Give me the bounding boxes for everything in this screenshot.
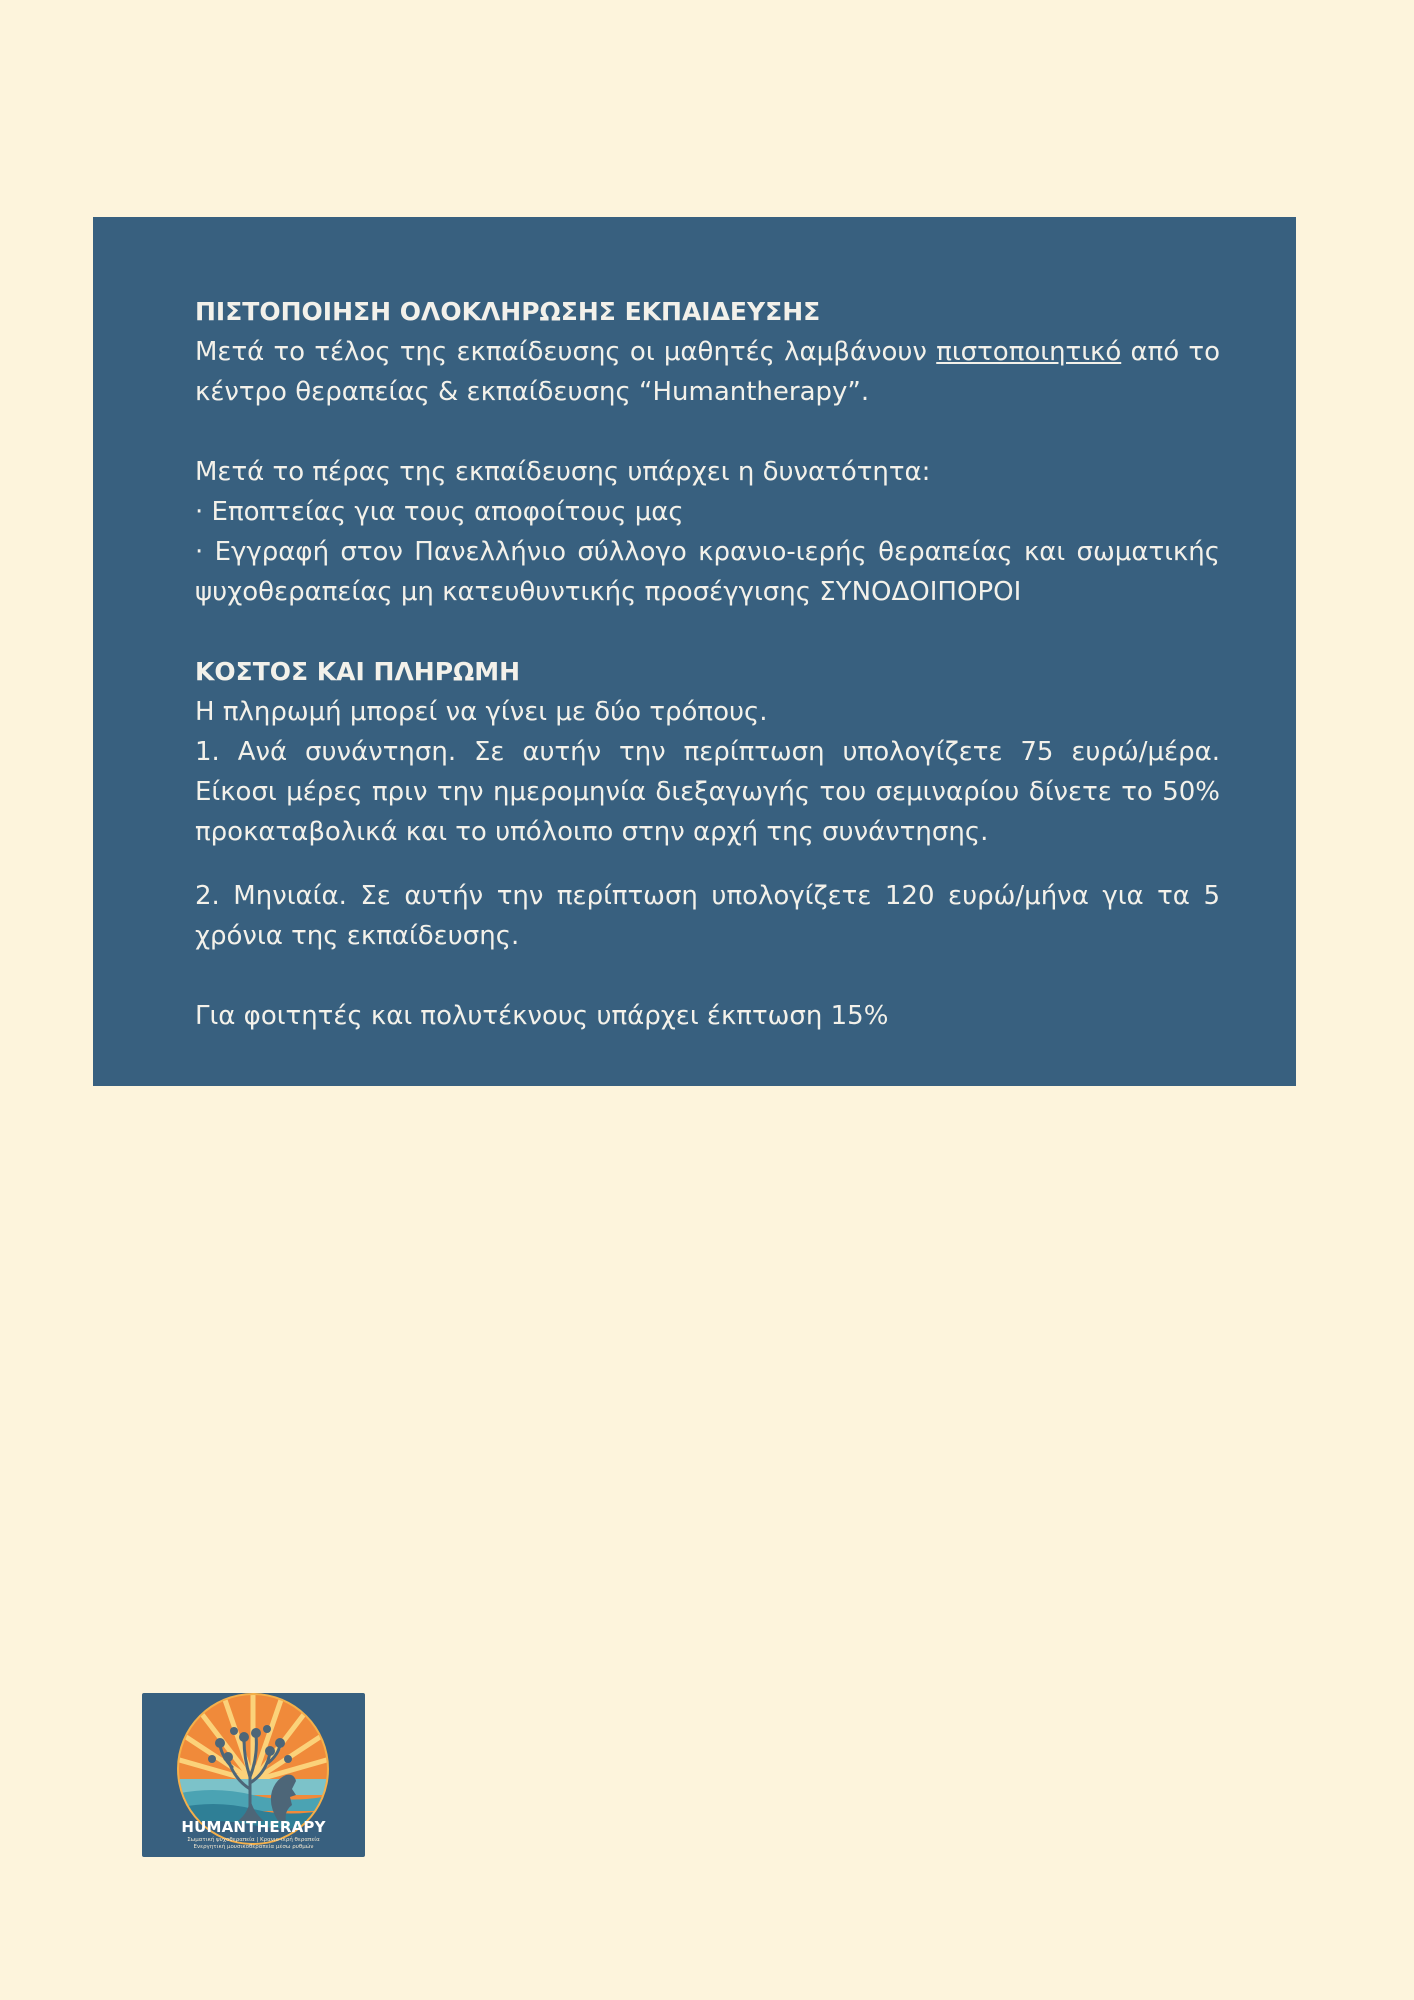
payment-intro: Η πληρωμή μπορεί να γίνει με δύο τρόπους. (195, 697, 768, 727)
logo-tagline-2: Ενεργητική μουσικοθεραπεία μέσω ρυθμών (193, 1844, 314, 1850)
certification-text-start: Μετά το τέλος της εκπαίδευσης οι μαθητές λαμβάνουν (195, 337, 937, 367)
spacer (195, 612, 1220, 652)
certification-text-end: από το κέντρο θεραπείας & εκπαίδευσης “Humantherapy”. (195, 337, 1220, 407)
certification-text (195, 332, 1220, 412)
logo-tagline-1: Σωματική ψυχοθεραπεία | Κρανιο-ιερή θεραπεία (187, 1837, 320, 1843)
list-item-supervision: · Εποπτείας για τους αποφοίτους μας (195, 497, 684, 527)
spacer (195, 956, 1220, 996)
certificate-link[interactable]: πιστοποιητικό (936, 337, 1122, 367)
spacer (195, 852, 1220, 876)
cost-heading: ΚΟΣΤΟΣ ΚΑΙ ΠΛΗΡΩΜΗ (195, 657, 521, 686)
spacer (195, 412, 1220, 452)
logo-name: HUMANTHERAPY (181, 1818, 326, 1836)
certification-heading: ΠΙΣΤΟΠΟΙΗΣΗ ΟΛΟΚΛΗΡΩΣΗΣ ΕΚΠΑΙΔΕΥΣΗΣ (195, 297, 821, 326)
after-training-intro: Μετά το πέρας της εκπαίδευσης υπάρχει η δυνατότητα: (195, 457, 931, 487)
humantherapy-logo (142, 1693, 365, 1857)
payment-option-per-meeting: 1. Ανά συνάντηση. Σε αυτήν την περίπτωση υπολογίζετε 75 ευρώ/μέρα. Είκοσι μέρες πριν την ημερομηνία διεξαγωγής του σεμιναρίου δίνετε το 50% προκαταβολικά και το υπόλοιπο στην αρχή της συνάντησης. (195, 737, 1220, 847)
discount-text: Για φοιτητές και πολυτέκνους υπάρχει έκπτωση 15% (195, 1001, 889, 1031)
info-panel (93, 217, 1296, 1086)
list-item-registration: · Εγγραφή στον Πανελλήνιο σύλλογο κρανιο-ιερής θεραπείας και σωματικής ψυχοθεραπείας μη κατευθυντικής προσέγγισης ΣΥΝΟΔΟΙΠΟΡΟΙ (195, 537, 1220, 607)
payment-option-monthly: 2. Μηνιαία. Σε αυτήν την περίπτωση υπολογίζετε 120 ευρώ/μήνα για τα 5 χρόνια της εκπαίδευσης. (195, 881, 1220, 951)
